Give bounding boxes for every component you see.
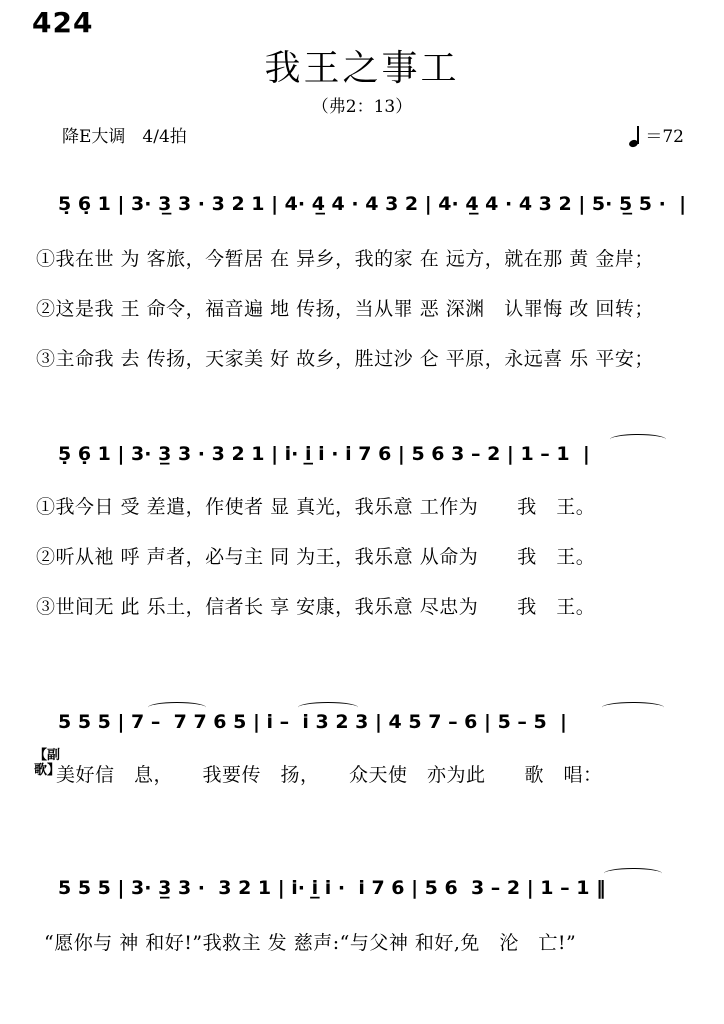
key-signature: 降E大调 4/4拍 (62, 127, 187, 147)
scripture-reference: （弗2：13） (311, 97, 413, 117)
notation-line-4: 5 5 5 | 3· 3̲ 3 · 3 2 1 | i· i̲ i · i 7 6 | 5 6 3 – 2 | 1 – 1 ‖ (58, 877, 606, 899)
lyric-refrain-line-1: 美好信 息， 我要传 扬， 众天使 亦为此 歌 唱： (56, 764, 603, 786)
lyric-verse-2-line-2: ②听从祂 呼 声者，必与主 同 为王，我乐意 从命为 我 王。 (36, 546, 596, 568)
lyric-verse-2-line-1: ②这是我 王 命令，福音遍 地 传扬，当从罪 恶 深渊 认罪悔 改 回转； (36, 298, 654, 320)
tie-arc (610, 434, 666, 445)
tempo-marking (629, 122, 684, 147)
tie-arc (602, 702, 664, 713)
hymn-title: 我王之事工 (264, 48, 460, 89)
lyric-refrain-line-2: “愿你与 神 和好!”我救主 发 慈声:“与父神 和好,免 沦 亡!” (44, 932, 577, 954)
lyric-verse-3-line-2: ③世间无 此 乐土，信者长 享 安康，我乐意 尽忠为 我 王。 (36, 596, 596, 618)
lyric-verse-3-line-1: ③主命我 去 传扬，天家美 好 故乡，胜过沙 仑 平原，永远喜 乐 平安； (36, 348, 654, 370)
tie-arc (604, 868, 662, 879)
tie-arc (148, 702, 206, 713)
tempo-value: ＝72 (645, 127, 684, 147)
hymn-number: 424 (32, 6, 94, 39)
lyric-verse-1-line-2: ①我今日 受 差遣，作使者 显 真光，我乐意 工作为 我 王。 (36, 496, 596, 518)
notation-line-2: 5̣ 6̣ 1 | 3· 3̲ 3 · 3 2 1 | i· i̲ i · i 7 6 | 5 6 3 – 2 | 1 – 1 | (58, 443, 590, 465)
refrain-label: 【副歌】 (34, 748, 61, 778)
tie-arc (298, 702, 358, 713)
notation-line-3: 5 5 5 | 7 – 7 7 6 5 | i – i 3 2 3 | 4 5 7 – 6 | 5 – 5 | (58, 711, 567, 733)
notation-line-1: 5̣ 6̣ 1 | 3· 3̲ 3 · 3 2 1 | 4· 4̲ 4 · 4 3 2 | 4· 4̲ 4 · 4 3 2 | 5· 5̲ 5 · | (58, 193, 687, 215)
quarter-note-icon (629, 125, 643, 147)
lyric-verse-1-line-1: ①我在世 为 客旅，今暂居 在 异乡，我的家 在 远方，就在那 黄 金岸； (36, 248, 654, 270)
